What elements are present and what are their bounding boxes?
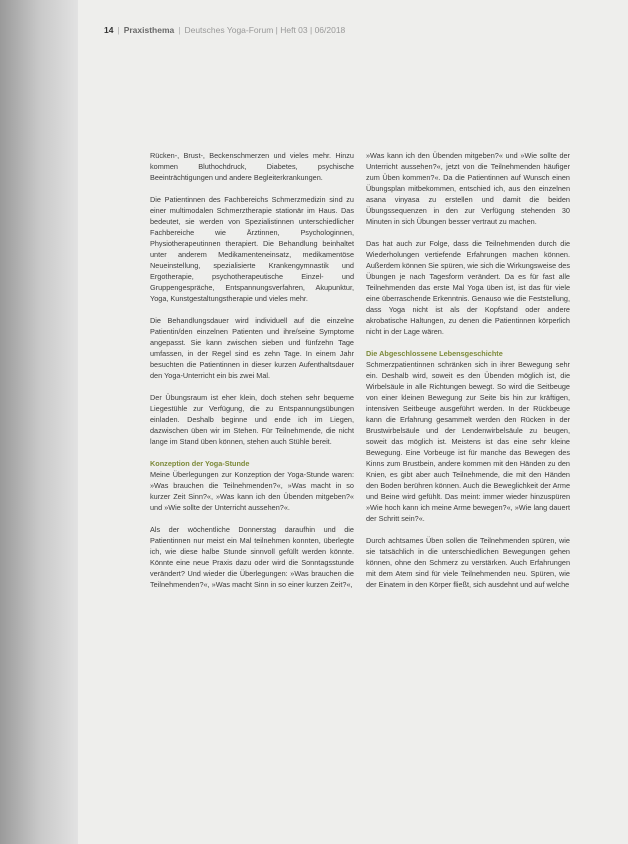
header-separator: | [178,25,181,35]
section-heading: Konzeption der Yoga-Stunde [150,459,250,468]
paragraph: Durch achtsames Üben sollen die Teilnehmenden spüren, wie sie tatsächlich in die unterschiedlichen Bewegungen gehen können, ohne den Schmerz zu verstärken. Auch Erfahrungen mit dem Atem sind für viele Teilnehmenden neu. Spüren, wie der Einatem in den Körper fließt, sich ausdehnt und auf welche [366,536,570,589]
paragraph: »Was kann ich den Übenden mitgeben?« und »Wie sollte der Unterricht aussehen?«, jetzt von die Teilnehmenden häufiger zum Üben kommen?«. Da die Patientinnen auf Wunsch einen Übungsplan mitbekommen, entschied ich, aus den einzelnen asana vinyasa zu erstellen und damit die beiden Übungssequenzen in den zur Verfügung stehenden 30 Minuten in sich Übungen besser vertraut zu machen. [366,151,570,226]
paragraph: Das hat auch zur Folge, dass die Teilnehmenden durch die Wiederholungen vertiefende Erfahrungen machen können. Außerdem können Sie spüren, wie sich die Wirkungsweise des Übungen je nach Tagesform verändert. Da es für fast alle Teilnehmenden das erste Mal Yoga üben ist, ist das für viele eine überraschende Erkenntnis. Genauso wie die Feststellung, dass Yoga nicht ist als der Kopfstand oder andere akrobatische Haltungen, zu denen die Patientinnen körperlich nicht in der Lage wären. [366,239,570,336]
right-column [366,150,570,601]
header-journal: Deutsches Yoga-Forum | Heft 03 | 06/2018 [184,25,346,35]
paragraph: Meine Überlegungen zur Konzeption der Yoga-Stunde waren: »Was brauchen die Teilnehmenden?«, »Was macht in so kurzer Zeit Sinn?«, »Was kann ich den Übenden mitgeben?« und »Wie sollte der Unterricht aussehen?«. [150,470,354,512]
header-topic: Praxisthema [123,25,175,35]
paragraph: Schmerzpatientinnen schränken sich in ihrer Bewegung sehr ein. Deshalb wird, soweit es den Übenden möglich ist, die Wirbelsäule in alle Richtungen bewegt. So wird die Seitbeuge von einer kleinen Bewegung zur Seite bis hin zur kräftigen, intensiven Seitbeuge ausgeführt werden. In der Rückbeuge kann die Erfahrung gesammelt werden den Rücken in der Brustwirbelsäule und der Lendenwirbelsäule zu beugen, soweit das möglich ist. Meistens ist das eine sehr kleine Bewegung. Eine Vorbeuge ist für manche das Bewegen des Kinns zum Brustbein, andere kommen mit den Händen zu den Knien, es gibt aber auch Teilnehmende, die mit den Händen den Boden berühren können. Auch die Beweglichkeit der Arme und Beine wird gefühlt. Das meint: immer wieder hinzuspüren »Wie hoch kann ich meine Arme bewegen?«, »Wie lang dauert der Schritt sein?«. [366,360,570,523]
paragraph: Der Übungsraum ist eher klein, doch stehen sehr bequeme Liegestühle zur Verfügung, die zu Entspannungsübungen einladen. Deshalb beginne und ende ich im Liegen, dazwischen üben wir im Stehen. Für Teilnehmende, die nicht lange im Stand üben können, stehen auch Stühle bereit. [150,393,354,446]
section-heading: Die Abgeschlossene Lebensgeschichte [366,349,503,358]
page-number: 14 [104,25,114,35]
header-separator: | [117,25,120,35]
paragraph: Als der wöchentliche Donnerstag daraufhin und die Patientinnen nur meist ein Mal teilnehmen konnten, überlegte ich, wie diese halbe Stunde sinnvoll gefüllt werden könnte. Könnte eine neue Praxis dazu oder wird die Sonntagsstunde verändert? Und wieder die Überlegungen: »Was brauchen die Teilnehmenden?«, »Was macht Sinn in so einer kurzen Zeit?«, [150,525,354,589]
paragraph: Rücken-, Brust-, Beckenschmerzen und vieles mehr. Hinzu kommen Bluthochdruck, Diabetes, psychische Beeinträchtigungen und andere Begleiterkrankungen. [150,151,354,182]
paragraph: Die Patientinnen des Fachbereichs Schmerzmedizin sind zu einer multimodalen Schmerztherapie stationär im Haus. Das bedeutet, sie werden von Spezialistinnen unterschiedlicher Fachbereiche wie Ärztinnen, Psychologinnen, Physiotherapeutinnen therapiert. Die Behandlung beinhaltet unter anderem Medikamenteneinsatz, medikamentöse Neueinstellung, spezialisierte Krankengymnastik und Ergotherapie, psychotherapeutische Einzel- und Gruppengespräche, Entspannungsverfahren, Akupunktur, Yoga, Kunstgestaltungstherapie und vieles mehr. [150,195,354,303]
left-column [150,150,354,601]
paragraph: Die Behandlungsdauer wird individuell auf die einzelne Patientin/den einzelnen Patienten und ihre/seine Symptome angepasst. Sie kann zwischen sieben und fünfzehn Tage umfassen, in der Regel sind es zehn Tage. In einem Jahr besuchten die Patientinnen in dieser kurzen Aufenthaltsdauer den Yoga-Unterricht ein bis zwei Mal. [150,316,354,380]
page-header [104,24,345,36]
